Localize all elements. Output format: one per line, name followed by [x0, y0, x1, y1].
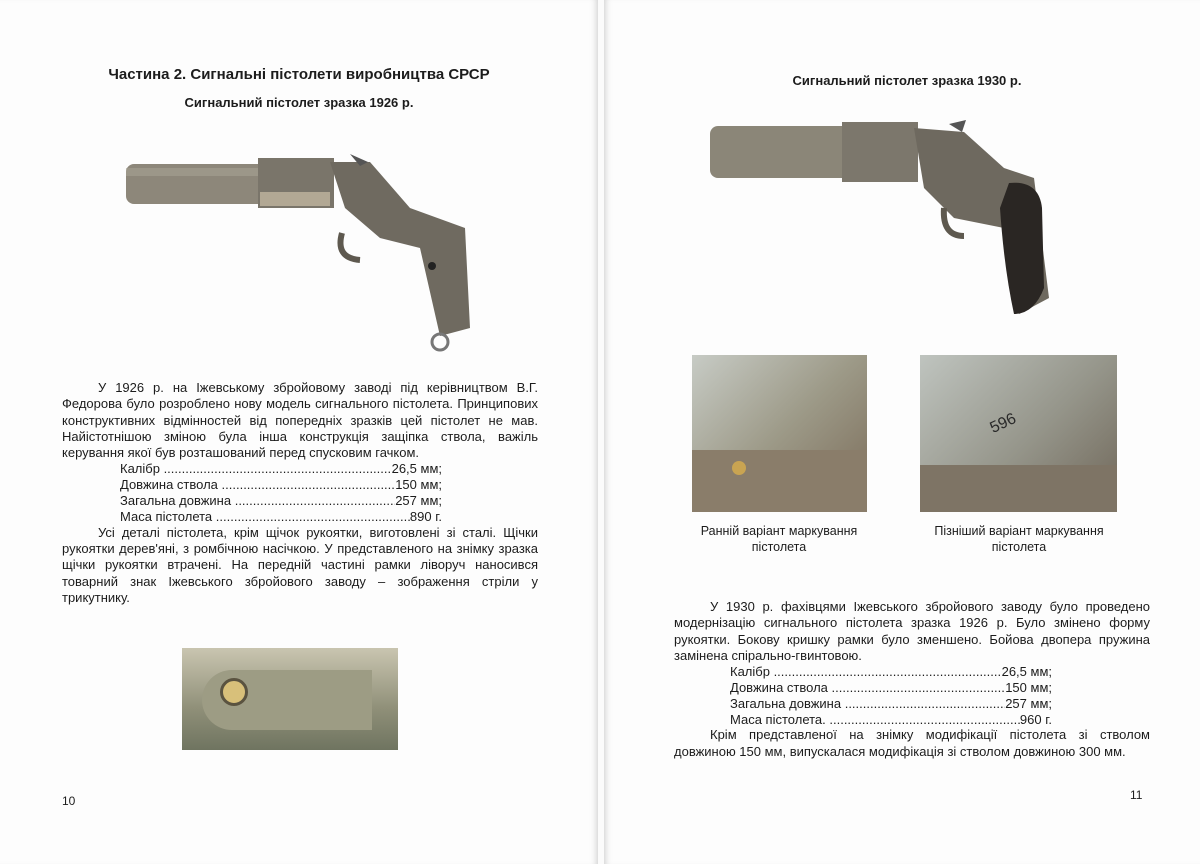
- spec-label: Маса пістолета .....: [120, 509, 410, 525]
- spec-label: Загальна довжина .....: [730, 696, 1005, 712]
- body-text-1: [674, 599, 1150, 664]
- spec-value: 257 мм;: [395, 493, 442, 509]
- left-page: [0, 0, 598, 864]
- section-title: Сигнальний пістолет зразка 1930 р.: [792, 73, 1022, 88]
- spec-row: [730, 664, 1052, 680]
- spec-label: Калібр .....: [730, 664, 1002, 680]
- spec-row: [730, 712, 1052, 728]
- late-marking-photo: [920, 355, 1117, 512]
- spec-row: [730, 680, 1052, 696]
- page-number: 10: [62, 794, 76, 808]
- spec-value: 890 г.: [409, 508, 442, 524]
- section-title: Сигнальний пістолет зразка 1926 р.: [184, 95, 414, 110]
- right-page: [604, 0, 1200, 864]
- spec-value: 26,5 мм;: [391, 461, 442, 477]
- early-marking-photo: [692, 355, 867, 512]
- specs-table: [730, 664, 1150, 727]
- spec-label: Довжина ствола .....: [120, 477, 395, 493]
- caption-late: Пізніший варіант маркування пістолета: [934, 524, 1104, 554]
- spec-label: Довжина ствола .....: [730, 680, 1005, 696]
- spec-row: [120, 477, 442, 493]
- spec-row: [120, 461, 442, 477]
- trademark-photo: [182, 648, 398, 750]
- spec-row: [730, 696, 1052, 712]
- spec-label: Загальна довжина .....: [120, 493, 395, 509]
- pistol-1930-photo: [704, 118, 1054, 328]
- caption-early: Ранній варіант маркування пістолета: [700, 524, 858, 554]
- spec-value: 257 мм;: [1005, 695, 1052, 711]
- marking-number: 596: [987, 410, 1019, 437]
- paragraph: Усі деталі пістолета, крім щічок рукоятки, виготовлені зі сталі. Щічки рукоятки дерев'яні, з ромбічною насічкою. У представленого на знімку зразка щічки рукоятки втрачені. На передній частині рамки ліворуч наносився товарний знак Іжевського збройового заводу – зображення стріли у трикутнику.: [62, 524, 538, 605]
- paragraph: У 1930 р. фахівцями Іжевського збройового заводу було проведено модернізацію сигнального пістолета зразка 1926 р. Було змінено форму рукоятки. Бокову кришку рамки було зменшено. Бойова двопера пружина замінена спірально-гвинтовою.: [674, 599, 1150, 663]
- spec-row: [120, 493, 442, 509]
- body-flow: [62, 380, 538, 606]
- spec-row: [120, 509, 442, 525]
- paragraph: Крім представленої на знімку модифікації пістолета зі стволом довжиною 150 мм, випускалася модифікація зі стволом довжиною 300 мм.: [674, 727, 1150, 759]
- page-number: 11: [1130, 788, 1143, 802]
- spec-value: 150 мм;: [395, 477, 442, 493]
- chapter-title: Частина 2. Сигнальні пістолети виробництва СРСР: [108, 66, 490, 83]
- spec-label: Калібр .....: [120, 461, 392, 477]
- paragraph: У 1926 р. на Іжевському збройовому заводі під керівництвом В.Г. Федорова було розроблено нову модель сигнального пістолета. Принципових конструктивних відмінностей від попередніх зразків цей пістолет не мав. Найістотнішою зміною була інша конструкція защіпка ствола, важіль керування якої був розташований перед спусковим гачком.: [62, 380, 538, 461]
- spec-value: 960 г.: [1019, 711, 1052, 727]
- body-text-2: [62, 525, 538, 606]
- body-text-1: [62, 380, 538, 461]
- spec-value: 26,5 мм;: [1001, 664, 1052, 680]
- spec-label: Маса пістолета. .....: [730, 712, 1020, 728]
- body-flow: [674, 599, 1150, 760]
- spec-value: 150 мм;: [1005, 679, 1052, 695]
- body-text-2: [674, 727, 1150, 760]
- specs-table: [120, 461, 538, 524]
- pistol-1926-photo: [120, 148, 480, 358]
